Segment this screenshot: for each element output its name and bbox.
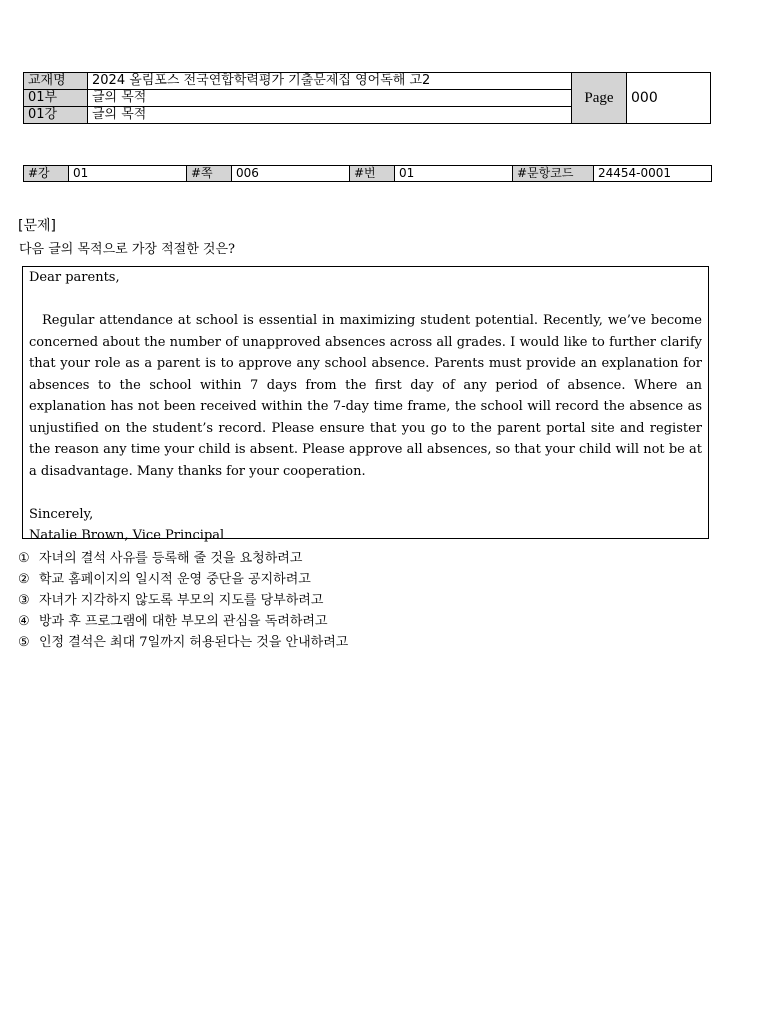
textbook-title: 2024 올림포스 전국연합학력평가 기출문제집 영어독해 고2 [88, 73, 572, 90]
choice-text: 방과 후 프로그램에 대한 부모의 관심을 독려하려고 [39, 614, 328, 629]
answer-choices [18, 548, 348, 653]
choice-4[interactable] [18, 611, 348, 632]
choice-number: ⑤ [18, 635, 30, 650]
letter-greeting: Dear parents, [29, 270, 120, 285]
info-lesson-label: #강 [24, 166, 69, 182]
letter-signature: Natalie Brown, Vice Principal [29, 528, 225, 543]
info-page-value: 006 [232, 166, 350, 182]
choice-text: 자녀의 결석 사유를 등록해 줄 것을 요청하려고 [39, 551, 303, 566]
page-number: 000 [627, 73, 711, 124]
info-table [23, 165, 712, 182]
letter-body: Regular attendance at school is essential in maximizing student potential. Recently, we’ve become concerned about the number of unapproved absences across all grades. I would like to further clarify that your role as a parent is to approve any school absence. Parents must provide an explanation for absences to the school within 7 days from the first day of any period of absence. Where an explanation has not been received within the 7-day time frame, the school will record the absence as unjustified on the student’s record. Please ensure that you go to the parent portal site and register the reason any time your child is absent. Please approve all absences, so that your child will not be at a disadvantage. Many thanks for your cooperation. [29, 313, 702, 479]
info-number-value: 01 [395, 166, 513, 182]
passage-box [22, 266, 709, 543]
info-code-value: 24454-0001 [594, 166, 712, 182]
choice-number: ② [18, 572, 30, 587]
choice-1[interactable] [18, 548, 348, 569]
question-heading: [문제] [18, 218, 56, 234]
info-page-label: #쪽 [187, 166, 232, 182]
choice-3[interactable] [18, 590, 348, 611]
info-lesson-value: 01 [69, 166, 187, 182]
lesson-title: 글의 목적 [88, 107, 572, 124]
header-table [23, 72, 711, 124]
info-number-label: #번 [350, 166, 395, 182]
choice-number: ③ [18, 593, 30, 608]
choice-text: 학교 홈페이지의 일시적 운영 중단을 공지하려고 [39, 572, 311, 587]
choice-2[interactable] [18, 569, 348, 590]
choice-text: 자녀가 지각하지 않도록 부모의 지도를 당부하려고 [39, 593, 324, 608]
choice-number: ① [18, 551, 30, 566]
part-label: 01부 [24, 90, 88, 107]
info-code-label: #문항코드 [513, 166, 594, 182]
letter-closing: Sincerely, [29, 506, 94, 522]
textbook-label: 교재명 [24, 73, 88, 90]
choice-5[interactable] [18, 632, 348, 653]
choice-text: 인정 결석은 최대 7일까지 허용된다는 것을 안내하려고 [39, 635, 349, 650]
choice-number: ④ [18, 614, 30, 629]
page-label: Page [572, 73, 627, 124]
question-prompt: 다음 글의 목적으로 가장 적절한 것은? [19, 242, 236, 257]
part-title: 글의 목적 [88, 90, 572, 107]
lesson-label: 01강 [24, 107, 88, 124]
